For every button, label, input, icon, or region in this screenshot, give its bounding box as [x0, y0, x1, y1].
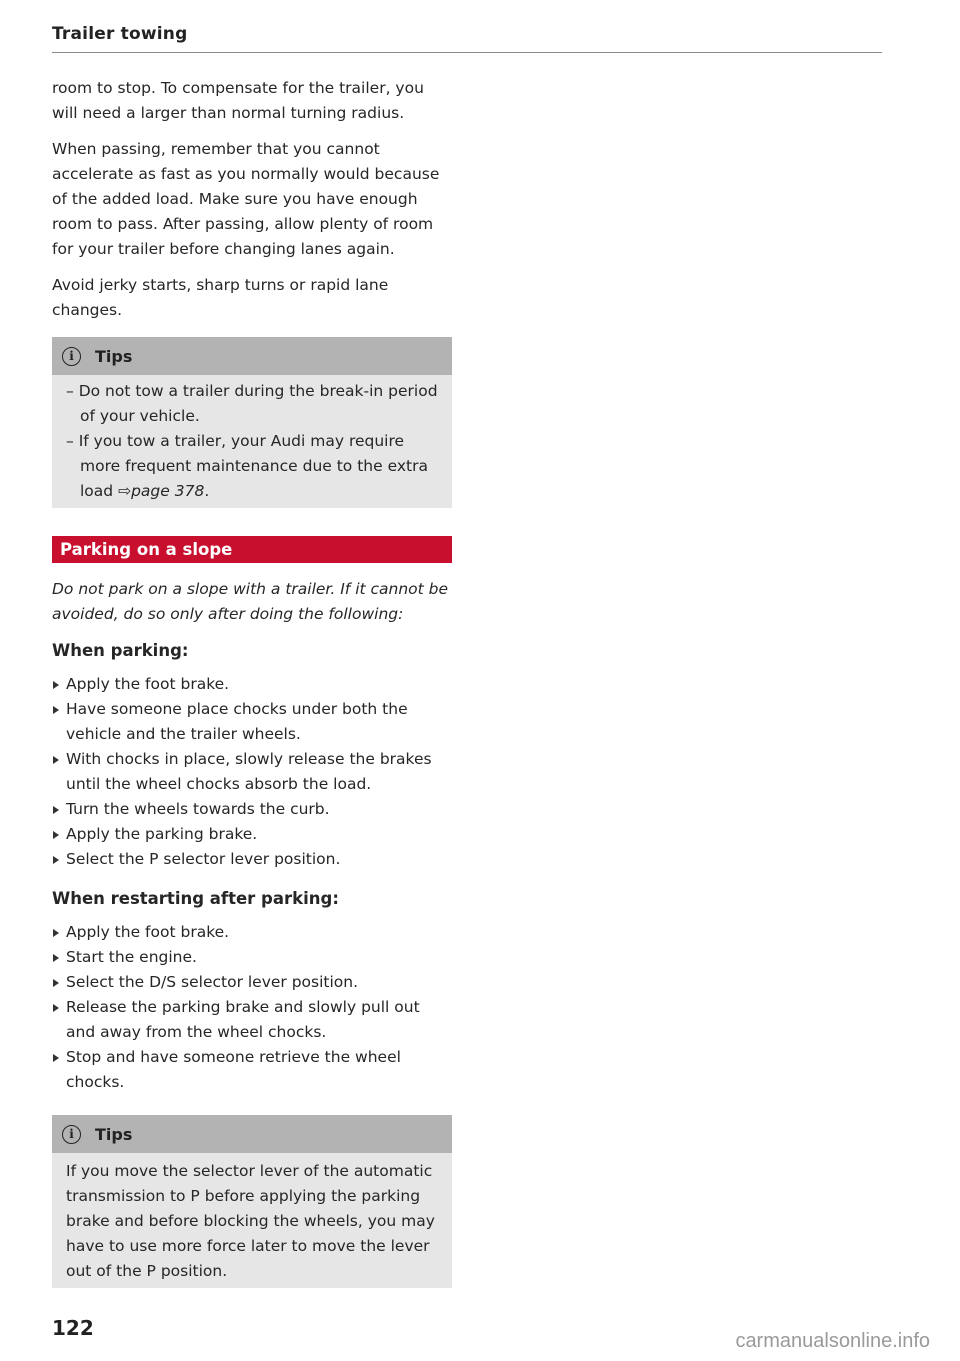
- info-icon: i: [62, 347, 81, 366]
- main-column: [52, 76, 452, 1288]
- tips-body: [52, 375, 452, 508]
- list-item: Turn the wheels towards the curb.: [52, 797, 452, 822]
- tips-box: [52, 337, 452, 508]
- tips-title: Tips: [95, 346, 133, 366]
- section-title: Parking on a slope: [60, 540, 233, 559]
- tips-item: – Do not tow a trailer during the break-in period of your vehicle.: [66, 382, 438, 425]
- subheading-parking: When parking:: [52, 641, 189, 660]
- tips-title: Tips: [95, 1124, 133, 1144]
- page-ref-arrow: ⇨: [118, 482, 132, 500]
- list-item: Start the engine.: [52, 945, 452, 970]
- list-item: Release the parking brake and slowly pull out and away from the wheel chocks.: [52, 995, 452, 1045]
- tips-item: – If you tow a trailer, your Audi may require more frequent maintenance due to the extra load ⇨page 378.: [66, 432, 428, 500]
- page-number: 122: [52, 1316, 94, 1340]
- list-item: Apply the foot brake.: [52, 920, 452, 945]
- tips-box: [52, 1115, 452, 1288]
- list-item: Select the P selector lever position.: [52, 847, 452, 872]
- subheading-restarting: When restarting after parking:: [52, 889, 339, 908]
- list-item: With chocks in place, slowly release the brakes until the wheel chocks absorb the load.: [52, 747, 452, 797]
- parking-steps: [52, 672, 452, 872]
- info-icon: i: [62, 1125, 81, 1144]
- running-header: Trailer towing: [52, 24, 188, 44]
- tips-header: [52, 1115, 452, 1153]
- list-item: Apply the foot brake.: [52, 672, 452, 697]
- section-title-bar: [52, 536, 452, 563]
- watermark-text: carmanualsonline.info: [735, 1330, 930, 1352]
- body-paragraph: Avoid jerky starts, sharp turns or rapid lane changes.: [52, 276, 389, 319]
- list-item: Select the D/S selector lever position.: [52, 970, 452, 995]
- body-paragraph: room to stop. To compensate for the trailer, you will need a larger than normal turning radius.: [52, 79, 424, 122]
- tips-text: If you move the selector lever of the automatic transmission to P before applying the parking brake and before blocking the wheels, you may have to use more force later to move the lever out of the P position.: [66, 1162, 435, 1280]
- list-item: Stop and have someone retrieve the wheel chocks.: [52, 1045, 452, 1095]
- restarting-steps: [52, 920, 452, 1095]
- header-divider: [52, 52, 882, 53]
- body-paragraph: When passing, remember that you cannot accelerate as fast as you normally would because of the added load. Make sure you have enough room to pass. After passing, allow plenty of room for your trailer before changing lanes again.: [52, 140, 440, 258]
- page-reference-link[interactable]: page 378: [131, 482, 205, 500]
- list-item: Apply the parking brake.: [52, 822, 452, 847]
- section-intro: Do not park on a slope with a trailer. If it cannot be avoided, do so only after doing the following:: [52, 580, 449, 623]
- list-item: Have someone place chocks under both the vehicle and the trailer wheels.: [52, 697, 452, 747]
- tips-header: [52, 337, 452, 375]
